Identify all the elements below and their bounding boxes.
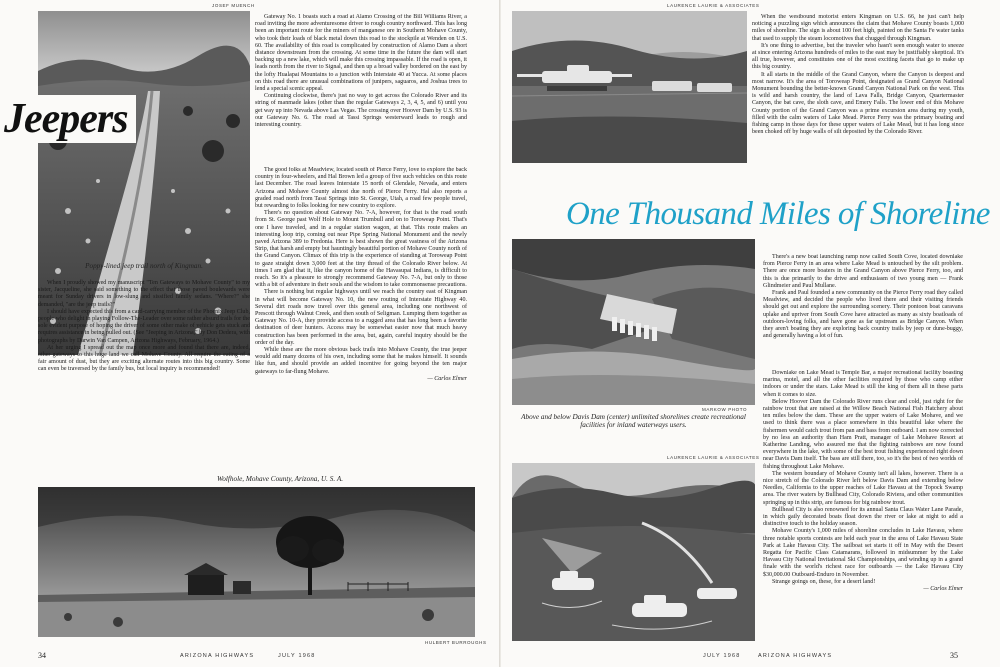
footer-magazine-right: ARIZONA HIGHWAYS <box>758 653 833 659</box>
footer-date-right: JULY 1968 <box>703 653 741 659</box>
paragraph: Downlake on Lake Mead is Temple Bar, a major recreational facility boasting marina, motel, and all the other facilities required by those who camp either indoors or under the stars. Lake Mead is still the king of them all in these parts when it comes to size. <box>763 370 963 398</box>
shoreline-column-bottom <box>763 370 963 642</box>
paragraph: I should have expected this from a card-carrying member of the Phoenix Jeep Club, people who delight in playing Follow-The-Leader over some rather absurd trails for the sole evident purpose of hoping the driver of some other make of vehicle gets stuck and requires assistance in being pulled out. (See "Jeeping in Arizona," by Don Dedera, with photographs by Darwin Van Campen, Arizona Highways, February, 1964.) <box>38 308 250 344</box>
photo-credit-josef: JOSEF MUENCH <box>212 3 255 8</box>
jeepers-column-2a <box>255 14 467 164</box>
photo-credit-laurie-top: LAURENCE LAURIE & ASSOCIATES <box>667 3 760 8</box>
photo-credit-laurie-bottom: LAURENCE LAURIE & ASSOCIATES <box>667 455 760 460</box>
paragraph: Continuing clockwise, there's just no way to get across the Colorado River and its string of manmade lakes (other than the regular Gateways 2, 3, 4, 5, and 6) until you get way up into Nevada above Las Vegas. The crossing over Hoover Dam by U.S. 93 is our Gateway No. 6. The road at Tassi Springs westerward leads to rough and interesting country. <box>255 93 467 129</box>
paragraph: It's one thing to advertise, but the traveler who hasn't seen enough water to sneeze at since entering Arizona hundreds of miles to the east may be justifiably skeptical. It's all true, however, and constitutes one of the most exciting facets that go to make up this big country. <box>752 42 964 71</box>
caption-wolfhole: Wolfhole, Mohave County, Arizona, U. S. A. <box>216 475 344 483</box>
shoreline-column-top <box>752 14 964 174</box>
paragraph: Strange goings on, these, for a desert land! <box>772 578 876 585</box>
caption-davis-dam: Above and below Davis Dam (center) unlimited shorelines create recreational facilities for inland waterways users. <box>521 413 746 430</box>
paragraph: At her urging I spread out the map once more and found that there are, indeed, other gateways to this huge land we call Mohave County. All require the eating of a fair amount of dust, but they are exciting alternate routes into this big country. Some can even be traversed by the family bus, but local inquiry is recommended! <box>38 344 250 373</box>
boats-photo <box>512 463 755 641</box>
photo-credit-markow: MARKOW PHOTO <box>702 407 748 412</box>
paragraph: There's no question about Gateway No. 7-A, however, for that is the road south from St. George past Wolf Hole to Mount Trumbull and on to Toroweap Point. That's one I have traveled, and in a regular station wagon, at that. This route makes an interesting loop trip, coming out near Pipe Spring National Monument and the newly paved Arizona 389 to Fredonia. Here is best shown the great vastness of the Arizona Strip, that harsh and empty but hauntingly beautiful portion of Mohave County north of the Grand Canyon. Climax of this trip is the experience of standing at Toroweap Point to gaze straight down 3,000 feet at the tiny thread of the Colorado River below. At times I am glad that it, like the canyon home of the Havasupai Indians, is difficult to reach. So it's a pleasure to strongly recommend Gateway No. 7-A, but only to those with a bit of adventure in their souls and the wisdom to take commonsense precautions. <box>255 210 467 289</box>
paragraph: Bullhead City is also renowned for its annual Santa Claus Water Lane Parade, in which gaily decorated boats float down the river or lake at night to add a distinctive touch to the holiday season. <box>763 506 963 528</box>
paragraph: It all starts in the middle of the Grand Canyon, where the Canyon is deepest and most narrow. It's the area of Toroweap Point, designated as Grand Canyon National Monument bounding the better-known Grand Canyon National Park on the west. This is wild and harsh country, the land of Lava Falls, Bridge Canyon, Quartermaster Canyon, the bat cave, the sloth cave, and Emery Falls. The lower end of this Mohave County portion of the Grand Canyon was a prime excursion area during my youth, filled with the calm waters of Lake Mead. Pierce Ferry was the primary boating and fishing camp in those days for these upper waters of Lake Mead, but it has long since been choked off by huge walls of silt deposited by the Colorado River. <box>752 71 964 136</box>
lake-plane-photo <box>512 11 747 163</box>
signature-right: — Carlos Elmer <box>923 586 963 593</box>
paragraph: There is nothing but regular highways until we reach the country east of Kingman in what will become Gateway No. 10, the new routing of Interstate Highway 40. Several dirt roads now travel over this general area, including one northwest of Prescott through Walnut Creek, and then south of Seligman. Lumping them together as Gateway No. 10-A, they provide access to a rugged area that has long been a favorite destination of deer hunters. Access may be somewhat easier now that much heavy construction has been performed in the area, but, again, careful inquiry should be the order of the day. <box>255 289 467 346</box>
jeepers-column-1 <box>38 280 250 470</box>
paragraph: When the westbound motorist enters Kingman on U.S. 66, he just can't help noticing a puzzling sign which announces the claim that Mohave County boasts 1,000 miles of shoreline. The sign is about 100 feet high, painted on the Santa Fe water tanks that used to supply the steam locomotives that chugged through Kingman. <box>752 14 964 42</box>
caption-poppy: Poppy-lined jeep trail north of Kingman. <box>85 262 203 270</box>
jeepers-title: Jeepers <box>0 95 136 143</box>
page-gutter <box>499 0 501 667</box>
shoreline-column-mid <box>763 254 963 366</box>
paragraph: The western boundary of Mohave County isn't all lakes, however. There is a nice stretch of the Colorado River left below Davis Dam and extending below Needles, California to the upper reaches of Lake Havasu at the Topock Swamp area. The river waters by Bullhead City, Colorado Riviera, and other communities springing up in this strip, are famous for big rainbow trout. <box>763 470 963 506</box>
wolfhole-photo <box>38 487 475 637</box>
paragraph: When I proudly showed my manuscript "Ten Gateways to Mohave County" to my sister, Jacqueline, she said something to the effect that those paved boulevards were meant for Sunday drivers in low-slung and sissified family sedans. "Where?" she demanded, "are the jeep trails?" <box>38 280 250 308</box>
paragraph: Gateway No. 1 boasts such a road at Alamo Crossing of the Bill Williams River, a road inviting the more adventuresome driver to rough country northward. This has long been an important route for the miners of manganese ore in Southern Mohave County, who took their loads of black metal down this road to the stockpile at Wenden on U.S. 60. The availability of this road is complicated by construction of Alamo Dam a short distance downstream from the crossing. At some time in the future the dam will start backing up a new lake, which will make this crossing impassable. If the road is open, it leads north from the river to Signal, and then up a broad valley bordered on the east by the lofty Hualapai Mountains to a junction with Interstate 40 at Yucca. At some places on this road there are unusual combinations of junipers, saguaros, and Joshua trees to lend a special scenic appeal. <box>255 14 467 93</box>
signature-left: — Carlos Elmer <box>427 375 467 382</box>
shoreline-title: One Thousand Miles of Shoreline <box>566 196 990 232</box>
paragraph: Below Hoover Dam the Colorado River runs clear and cold, just right for the rainbow trout that are raised at the Willow Beach National Fish Hatchery about ten miles below the dam. These are the upper waters of Lake Mohave, and we used to think there was a place somewhere in this beautiful lake where the fishermen would catch trout from pan and bass from outboard. I am now corrected by no less an authority than Ham Pratt, manager of Lake Mohave Resort at Katherine Landing, who assured me that the fighting rainbows are now found everywhere in the lake, with some of the best trout fishing experienced right down near Davis Dam itself. The bass are still there, too, so it's the best of two worlds of fishing throughout Lake Mohave. <box>763 398 963 470</box>
page-number-right: 35 <box>950 651 958 660</box>
paragraph: There's a new boat launching ramp now called South Cove, located downlake from Pierce Ferry in an area where Lake Mead is untouched by the silt problem. There are once more boaters in the Grand Canyon above Pierce Ferry, too, and this is due primarily to the drive and enthusiasm of two young men — Frank Glindmeier and Paul Mullane. <box>763 254 963 289</box>
paragraph: Frank and Paul founded a new community on the Pierce Ferry road they called Meadview, and decided the people who lived there and their visiting friends should get out and explore the surrounding scenery. Their pontoon boat caravans uplake and upriver from South Cove have attracted as many as sixty boatloads of outdoors-loving folks, and have gone as far upstream as Bridge Canyon. When they aren't boating they are exploring back country trails by jeep or dune-buggy, and generally having a lot of fun. <box>763 290 963 340</box>
footer-magazine-left: ARIZONA HIGHWAYS <box>180 653 255 659</box>
paragraph: While these are the more obvious back trails into Mohave County, the true jeeper would add many dozens of his own, including some that he makes himself. It sounds like fun, and should provide an added incentive for going beyond the ten major gateways to far-flung Mohave. <box>255 347 467 375</box>
jeepers-column-2b <box>255 167 467 472</box>
page-number-left: 34 <box>38 651 46 660</box>
davis-dam-photo <box>512 239 755 405</box>
photo-credit-hulbert: HULBERT BURROUGHS <box>425 640 487 645</box>
footer-date-left: JULY 1968 <box>278 653 316 659</box>
paragraph: The good folks at Meadview, located south of Pierce Ferry, love to explore the back country in four-wheelers, and Hal Brown led a group of five such vehicles on this route last December. The road leaves Interstate 15 north of Glendale, Nevada, and enters Arizona and Mohave County almost due north of Pierce Ferry. Hal also reports a graded road north from Tassi Springs into St. George, Utah, a road few people travel, but rewarding to folks looking for new country to explore. <box>255 167 467 210</box>
paragraph: Mohave County's 1,000 miles of shoreline concludes in Lake Havasu, where three notable sports contests are held each year in the area of Lake Havasu State Park at Lake Havasu City. The sailboat set starts it off in May with the Desert Regatta for Pacific Class Catamarans, followed in midsummer by the Lake Havasu City National Invitational Ski Championships, and winding up in a grand finale with the world's richest race for outboards — the Lake Havasu City $30,000.00 Outboard-Enduro in November. <box>763 528 963 578</box>
